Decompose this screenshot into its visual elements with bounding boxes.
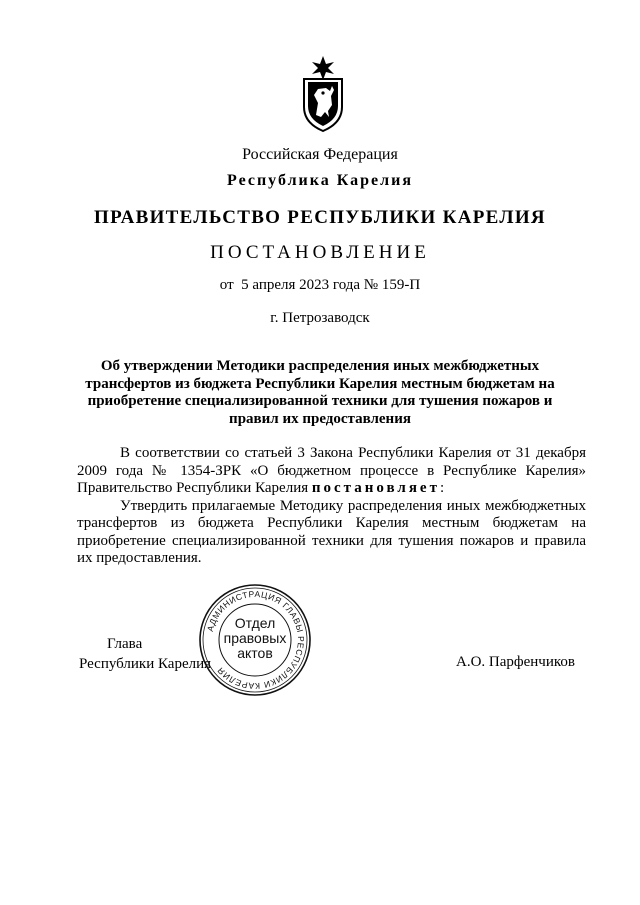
karelia-coat-of-arms-icon xyxy=(296,55,350,133)
stamp-ring-text: АДМИНИСТРАЦИЯ ГЛАВЫ РЕСПУБЛИКИ КАРЕЛИЯ xyxy=(204,588,307,692)
resolution-paragraph: Утвердить прилагаемые Методику распределения иных межбюджетных трансфертов из бюджета Республики Карелия местным бюджетам на приобретение специализированной техники для тушения пожаров и правила их предоставления. xyxy=(77,497,586,566)
stamp-center-line1: Отдел xyxy=(234,615,276,631)
signatory-position-line2: Республики Карелия xyxy=(79,656,212,672)
government-heading: ПРАВИТЕЛЬСТВО РЕСПУБЛИКИ КАРЕЛИЯ xyxy=(94,207,546,228)
decree-date-number: от 5 апреля 2023 года № 159-П xyxy=(219,277,421,293)
decree-title: Об утверждении Методики распределения иных межбюджетных трансфертов из бюджета Республики Карелия местным бюджетам на приобретение специализированной техники для тушения пожаров и правил их предоставления xyxy=(85,358,555,427)
republic-name: Республика Карелия xyxy=(227,172,413,189)
city: г. Петрозаводск xyxy=(270,310,370,326)
signatory-position xyxy=(79,634,211,674)
stamp-center-line2: правовых xyxy=(223,630,287,646)
decree-body xyxy=(77,445,586,568)
preamble-colon: : xyxy=(439,480,445,496)
resolves-verb: постановляет xyxy=(311,480,440,496)
signatory-name: А.О. Парфенчиков xyxy=(456,654,575,670)
preamble-paragraph xyxy=(77,445,586,498)
stamp-center xyxy=(198,616,312,661)
document-type: ПОСТАНОВЛЕНИЕ xyxy=(210,242,430,263)
country-name: Российская Федерация xyxy=(242,146,398,163)
stamp-center-line3: актов xyxy=(237,645,273,661)
signatory-position-line1: Глава xyxy=(107,636,143,652)
preamble-text: В соответствии со статьей 3 Закона Республики Карелия от 31 декабря 2009 года № 1354-ЗРК «О бюджетном процессе в Республике Карелия» Правительство Республики Карелия xyxy=(77,445,586,496)
